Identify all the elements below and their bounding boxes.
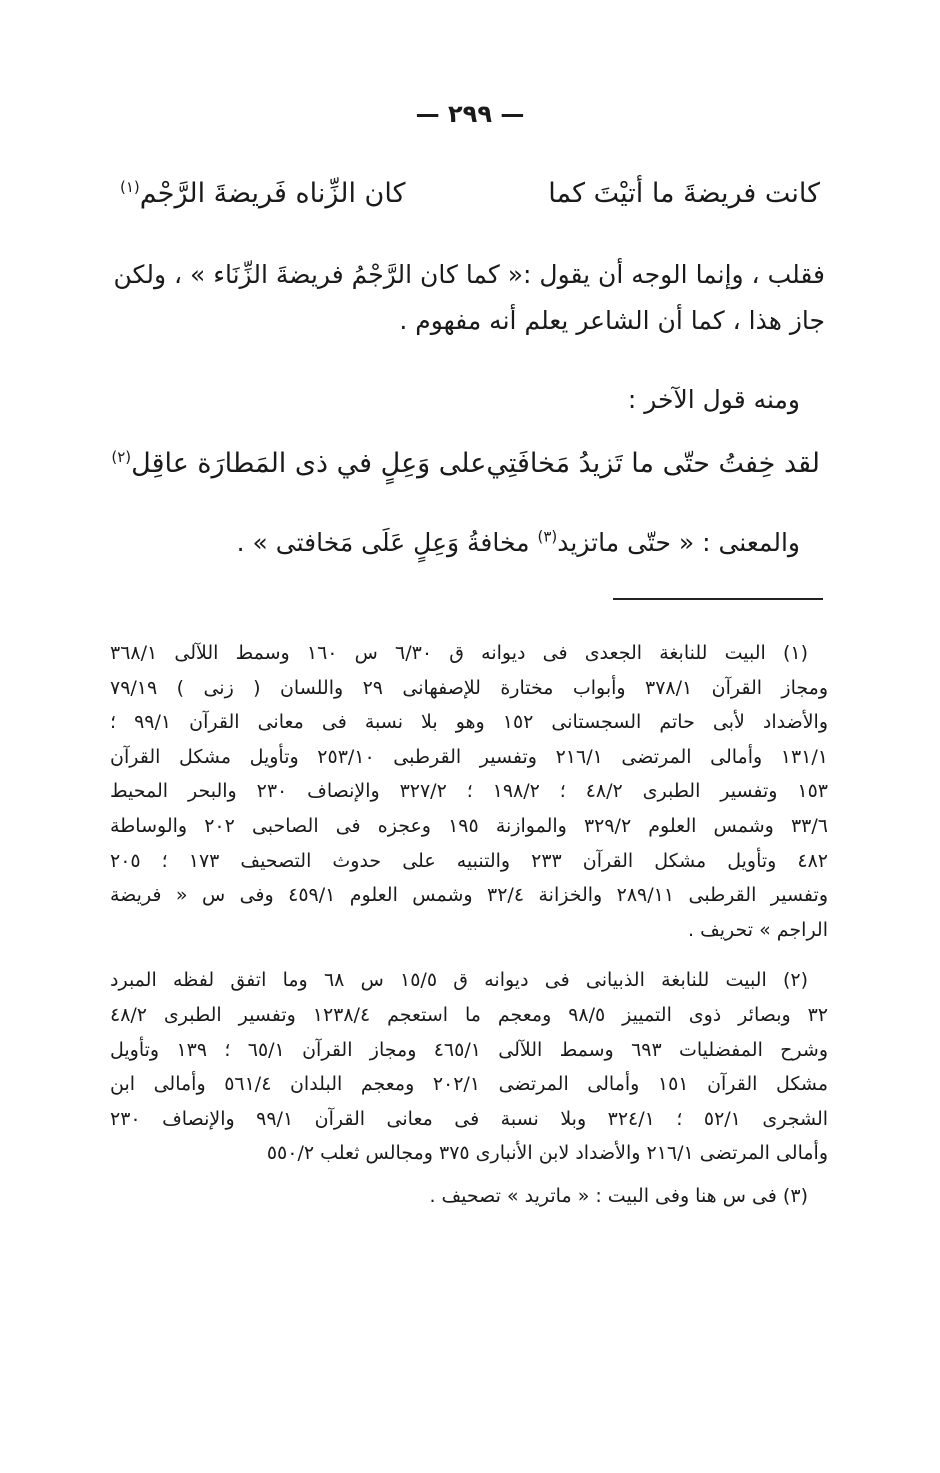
meaning-text-before: والمعنى : « حتّى ماتزيد <box>557 528 800 557</box>
footnote-line: (٣) فى س هنا وفى البيت : « ماتريد » تصحيف . <box>429 1184 808 1207</box>
footnote-line: والأضداد لأبى حاتم السجستانى ١٥٢ وهو بلا نسبة فى معانى القرآن ٩٩/١ ؛ <box>110 711 828 734</box>
verse-1-second-hemistich <box>120 178 405 209</box>
paragraph-1-line-2: جاز هذا ، كما أن الشاعر يعلم أنه مفهوم . <box>399 306 825 335</box>
footnote-line: (١) البيت للنابغة الجعدى فى ديوانه ق ٦/٣٠ س ١٦٠ وسمط اللآلى ٣٦٨/١ <box>110 642 809 664</box>
footnote-line: ٣٢ وبصائر ذوى التمييز ٩٨/٥ ومعجم ما استعجم ١٢٣٨/٤ وتفسير الطبرى ٤٨/٢ <box>110 1003 828 1026</box>
footnote-2 <box>110 963 828 1171</box>
footnotes <box>110 636 828 1214</box>
verse-2 <box>111 438 820 488</box>
footnote-ref-1[interactable]: (١) <box>120 177 140 196</box>
page-number: — ٢٩٩ — <box>415 100 525 128</box>
footnote-line: ٣٣/٦ وشمس العلوم ٣٢٩/٢ والموازنة ١٩٥ وعجزه فى الصاحبى ٢٠٢ والوساطة <box>110 814 828 837</box>
footnote-line: ومجاز القرآن ٣٧٨/١ وأبواب مختارة للإصفهانى ٢٩ واللسان ( زنى ) ٧٩/١٩ <box>110 676 828 699</box>
meaning-text <box>110 520 800 566</box>
verse-1 <box>120 168 820 218</box>
footnote-separator <box>613 598 823 600</box>
footnote-gap <box>110 947 828 963</box>
footnote-1 <box>110 636 828 947</box>
footnote-ref-3[interactable]: (٣) <box>537 527 558 546</box>
verse-1-second-text: كان الزِّناه فَريضةَ الرَّجْم <box>139 177 406 209</box>
paragraph-1-line-1: فقلب ، وإنما الوجه أن يقول :« كما كان الرَّجْمُ فريضةَ الزِّنَاء » ، ولكن <box>113 260 825 289</box>
footnote-line: الراجم » تحريف . <box>688 918 828 941</box>
footnote-line: وشرح المفضليات ٦٩٣ وسمط اللآلى ٤٦٥/١ ومجاز القرآن ٦٥/١ ؛ ١٣٩ وتأويل <box>110 1038 829 1061</box>
meaning-line <box>110 520 800 566</box>
verse-2-second-hemistich <box>111 448 486 479</box>
footnote-line: مشكل القرآن ١٥١ وأمالى المرتضى ٢٠٢/١ ومعجم البلدان ٥٦١/٤ وأمالى ابن <box>110 1073 829 1096</box>
footnote-line: (٢) البيت للنابغة الذبيانى فى ديوانه ق ١٥/٥ س ٦٨ وما اتفق لفظه المبرد <box>110 969 809 992</box>
footnote-line: ١٥٣ وتفسير الطبرى ٤٨/٢ ؛ ١٩٨/٢ ؛ ٣٢٧/٢ والإنصاف ٢٣٠ والبحر المحيط <box>110 780 829 803</box>
verse-2-intro: ومنه قول الآخر : <box>627 385 800 414</box>
paragraph-1 <box>110 252 825 344</box>
footnote-line: وأمالى المرتضى ٢١٦/١ والأضداد لابن الأنبارى ٣٧٥ ومجالس ثعلب ٥٥٠/٢ <box>266 1142 828 1165</box>
footnote-ref-2[interactable]: (٢) <box>111 447 132 466</box>
footnote-line: الشجرى ٥٢/١ ؛ ٣٢٤/١ وبلا نسبة فى معانى القرآن ٩٩/١ والإنصاف ٢٣٠ <box>110 1107 829 1130</box>
meaning-text-after: مخافةُ وَعِلٍ عَلَى مَخافتى » . <box>236 528 530 557</box>
footnote-line: ٤٨٢ وتأويل مشكل القرآن ٢٣٣ والتنبيه على حدوث التصحيف ١٧٣ ؛ ٢٠٥ <box>110 849 829 872</box>
verse-2-second-text: على وَعِلٍ في ذى المَطارَة عاقِل <box>131 447 487 479</box>
verse-1-first-hemistich <box>548 178 820 209</box>
footnote-3 <box>110 1179 828 1214</box>
footnote-line: ١٣١/١ وأمالى المرتضى ٢١٦/١ وتفسير القرطبى ٢٥٣/١٠ وتأويل مشكل القرآن <box>110 745 828 768</box>
footnote-line: وتفسير القرطبى ٢٨٩/١١ والخزانة ٣٢/٤ وشمس العلوم ٤٥٩/١ وفى س « فريضة <box>110 884 829 907</box>
verse-2-first-hemistich <box>486 448 820 479</box>
verse-1-first-text: كانت فريضةَ ما أتيْتَ كما <box>548 177 820 209</box>
verse-2-first-text: لقد خِفتُ حتّى ما تَزيدُ مَخافَتِي <box>486 447 820 479</box>
